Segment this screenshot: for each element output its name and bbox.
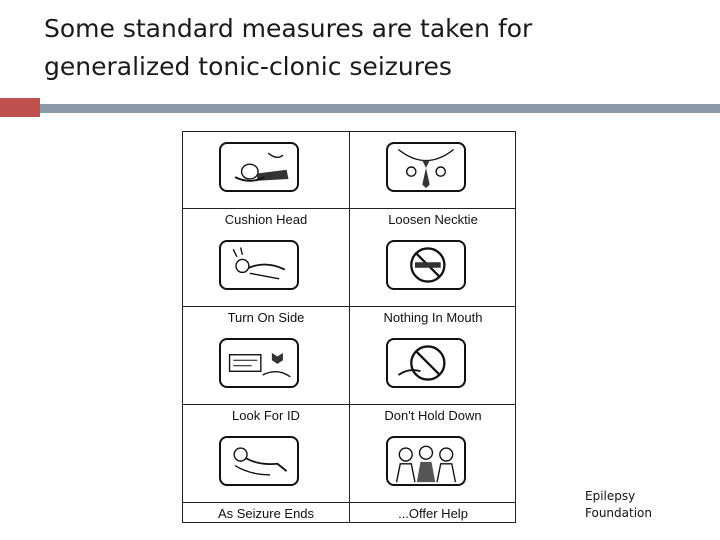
group-of-people-icon [388,438,464,484]
source-line-1: Epilepsy [585,489,636,503]
cell-dont-hold-down [350,328,516,426]
caption-turn-on-side: Turn On Side [183,306,349,328]
cell-cushion-head [183,132,349,230]
slide-title [44,10,684,86]
first-aid-grid [182,131,516,523]
cushion-head-illustration [219,142,299,192]
necktie-icon [388,144,464,190]
caption-as-seizure-ends: As Seizure Ends [183,502,349,524]
caption-nothing-in-mouth: Nothing In Mouth [350,306,516,328]
title-rule-bar [40,104,720,113]
cell-loosen-necktie [350,132,516,230]
cell-turn-on-side [183,230,349,328]
turn-on-side-icon [221,242,297,288]
loosen-necktie-illustration [386,142,466,192]
cell-as-seizure-ends [183,426,349,524]
caption-look-for-id: Look For ID [183,404,349,426]
id-bracelet-icon [221,340,297,386]
caption-cushion-head: Cushion Head [183,208,349,230]
cell-offer-help [350,426,516,524]
source-line-2: Foundation [585,506,652,520]
cushion-head-icon [221,144,297,190]
seizure-ends-illustration [219,436,299,486]
offer-help-illustration [386,436,466,486]
slide-title-line-1: Some standard measures are taken for [44,14,533,43]
nothing-in-mouth-illustration [386,240,466,290]
caption-offer-help: ...Offer Help [350,502,516,524]
slide-title-line-2: generalized tonic-clonic seizures [44,52,452,81]
turn-on-side-illustration [219,240,299,290]
caption-dont-hold-down: Don't Hold Down [350,404,516,426]
no-symbol-icon [388,242,464,288]
cell-nothing-in-mouth [350,230,516,328]
caption-loosen-necktie: Loosen Necktie [350,208,516,230]
source-credit [585,488,665,522]
look-for-id-illustration [219,338,299,388]
no-restraint-icon [388,340,464,386]
recovery-position-icon [221,438,297,484]
dont-hold-down-illustration [386,338,466,388]
cell-look-for-id [183,328,349,426]
title-rule-accent [0,98,40,117]
